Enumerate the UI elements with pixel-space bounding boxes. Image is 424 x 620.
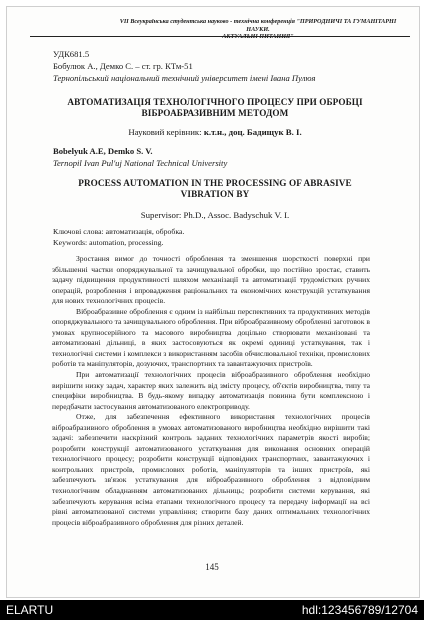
authors-ua: Бобулюк А., Демко С. – ст. гр. КТм-51 [53, 61, 193, 71]
header-line-1: VІІ Всеукраїнська студентська науково - технічна конференція "ПРИРОДНИЧІ ТА ГУМАНІТАРНІ НАУКИ. [119, 18, 397, 33]
paragraph: Зростання вимог до точності оброблення та зменшення шорсткості поверхні при збільшенні частки опоряджувальної та зачищувальної обробки, що постійно зростає, ставить задачу підвищення продуктивності шляхом механізації та автоматизації трудомістких ручних операцій, розроблення і впровадження раціональних та економічних конструкцій устаткування для нових технологічних процесів. [52, 254, 370, 306]
keywords-en: Keywords: automation, processing. [53, 238, 164, 247]
body-text [52, 254, 370, 528]
affiliation-ua: Тернопільський національний технічний університет імені Івана Пулюя [53, 73, 316, 83]
footer-repository-label: ELARTU [6, 603, 54, 617]
title-en-line-2: VIBRATION BY [180, 189, 250, 199]
keywords-ua: Ключові слова: автоматизація, обробка. [53, 227, 185, 236]
supervisor-en: Supervisor: Ph.D., Assoc. Badyschuk V. I. [140, 210, 290, 220]
header-rule [30, 36, 410, 37]
paragraph: Отже, для забезпечення ефективного використання технологічних процесів віброабразивного оброблення в умовах автоматизованого виробництва необхідно вирішити такі задачі: забезпечити наскрізний контроль заданих технологічних параметрів якості виробів; розробити конструкції автоматизованого устаткування для виконання основних операцій технологічного процесу; розробити конструкції відповідних транспортних, завантажуючих і контрольних пристроїв, промислових роботів, маніпуляторів та інших пристроїв, які забезпечують зв'язок устаткування для віброабразивного оброблення з відповідним технологічним обладнанням автоматизованих дільниць; розробити системи керування, які забезпечують керування всіма етапами технологічного процесу та передачу інформації на всі рівні автоматизованої системи управління; створити базу даних оптимальних технологічних процесів віброабразивного оброблення для різних деталей. [52, 412, 370, 527]
supervisor-ua-prefix: Науковий керівник: [128, 127, 202, 137]
title-ua-line-2: ВІБРОАБРАЗИВНИМ МЕТОДОМ [141, 108, 289, 118]
supervisor-ua-name: к.т.н., доц. Бадищук В. І. [203, 127, 302, 137]
supervisor-ua [40, 127, 390, 137]
title-ua [40, 97, 390, 119]
title-en-line-1: PROCESS AUTOMATION IN THE PROCESSING OF ABRASIVE [78, 178, 352, 188]
title-ua-line-1: АВТОМАТИЗАЦІЯ ТЕХНОЛОГІЧНОГО ПРОЦЕСУ ПРИ ОБРОБЦІ [67, 97, 363, 107]
header-line-2: АКТУАЛЬНІ ПИТАННЯ" [222, 33, 294, 40]
udc-code: УДК681.5 [53, 49, 90, 59]
page-number: 145 [205, 562, 219, 572]
footer-bar [0, 600, 424, 620]
authors-en: Bobelyuk A.E, Demko S. V. [53, 146, 153, 156]
paragraph: Віброабразивне оброблення є одним із найбільш перспективних та продуктивних методів опоряджувального та зачищувального оброблення. При віброабразивному обробленні заготовок в умовах крупносерійного та масового виробництва доцільно створювати механізовані та автоматизовані дільниці, в яких застосовуються як окремі одиниці устаткування, так і технологічні системи і комплекси з використанням засобів обчислювальної техніки, промислових роботів та маніпуляторів, дозуючих, транспортних та завантажуючих пристроїв. [52, 306, 370, 369]
conference-header [108, 18, 408, 41]
affiliation-en: Ternopil Ivan Pul'uj National Technical University [53, 158, 228, 168]
title-en [40, 178, 390, 200]
footer-handle-link[interactable]: hdl:123456789/12704 [301, 603, 418, 617]
paragraph: При автоматизації технологічних процесів віброабразивного оброблення необхідно вирішити низку задач, характер яких залежить від змісту процесу, об'єктів виробництва, типу та специфіки виробництва. В будь-якому випадку автоматизація повинна бути комплексною і передбачати застосування автоматизованого електроприводу. [52, 370, 370, 411]
